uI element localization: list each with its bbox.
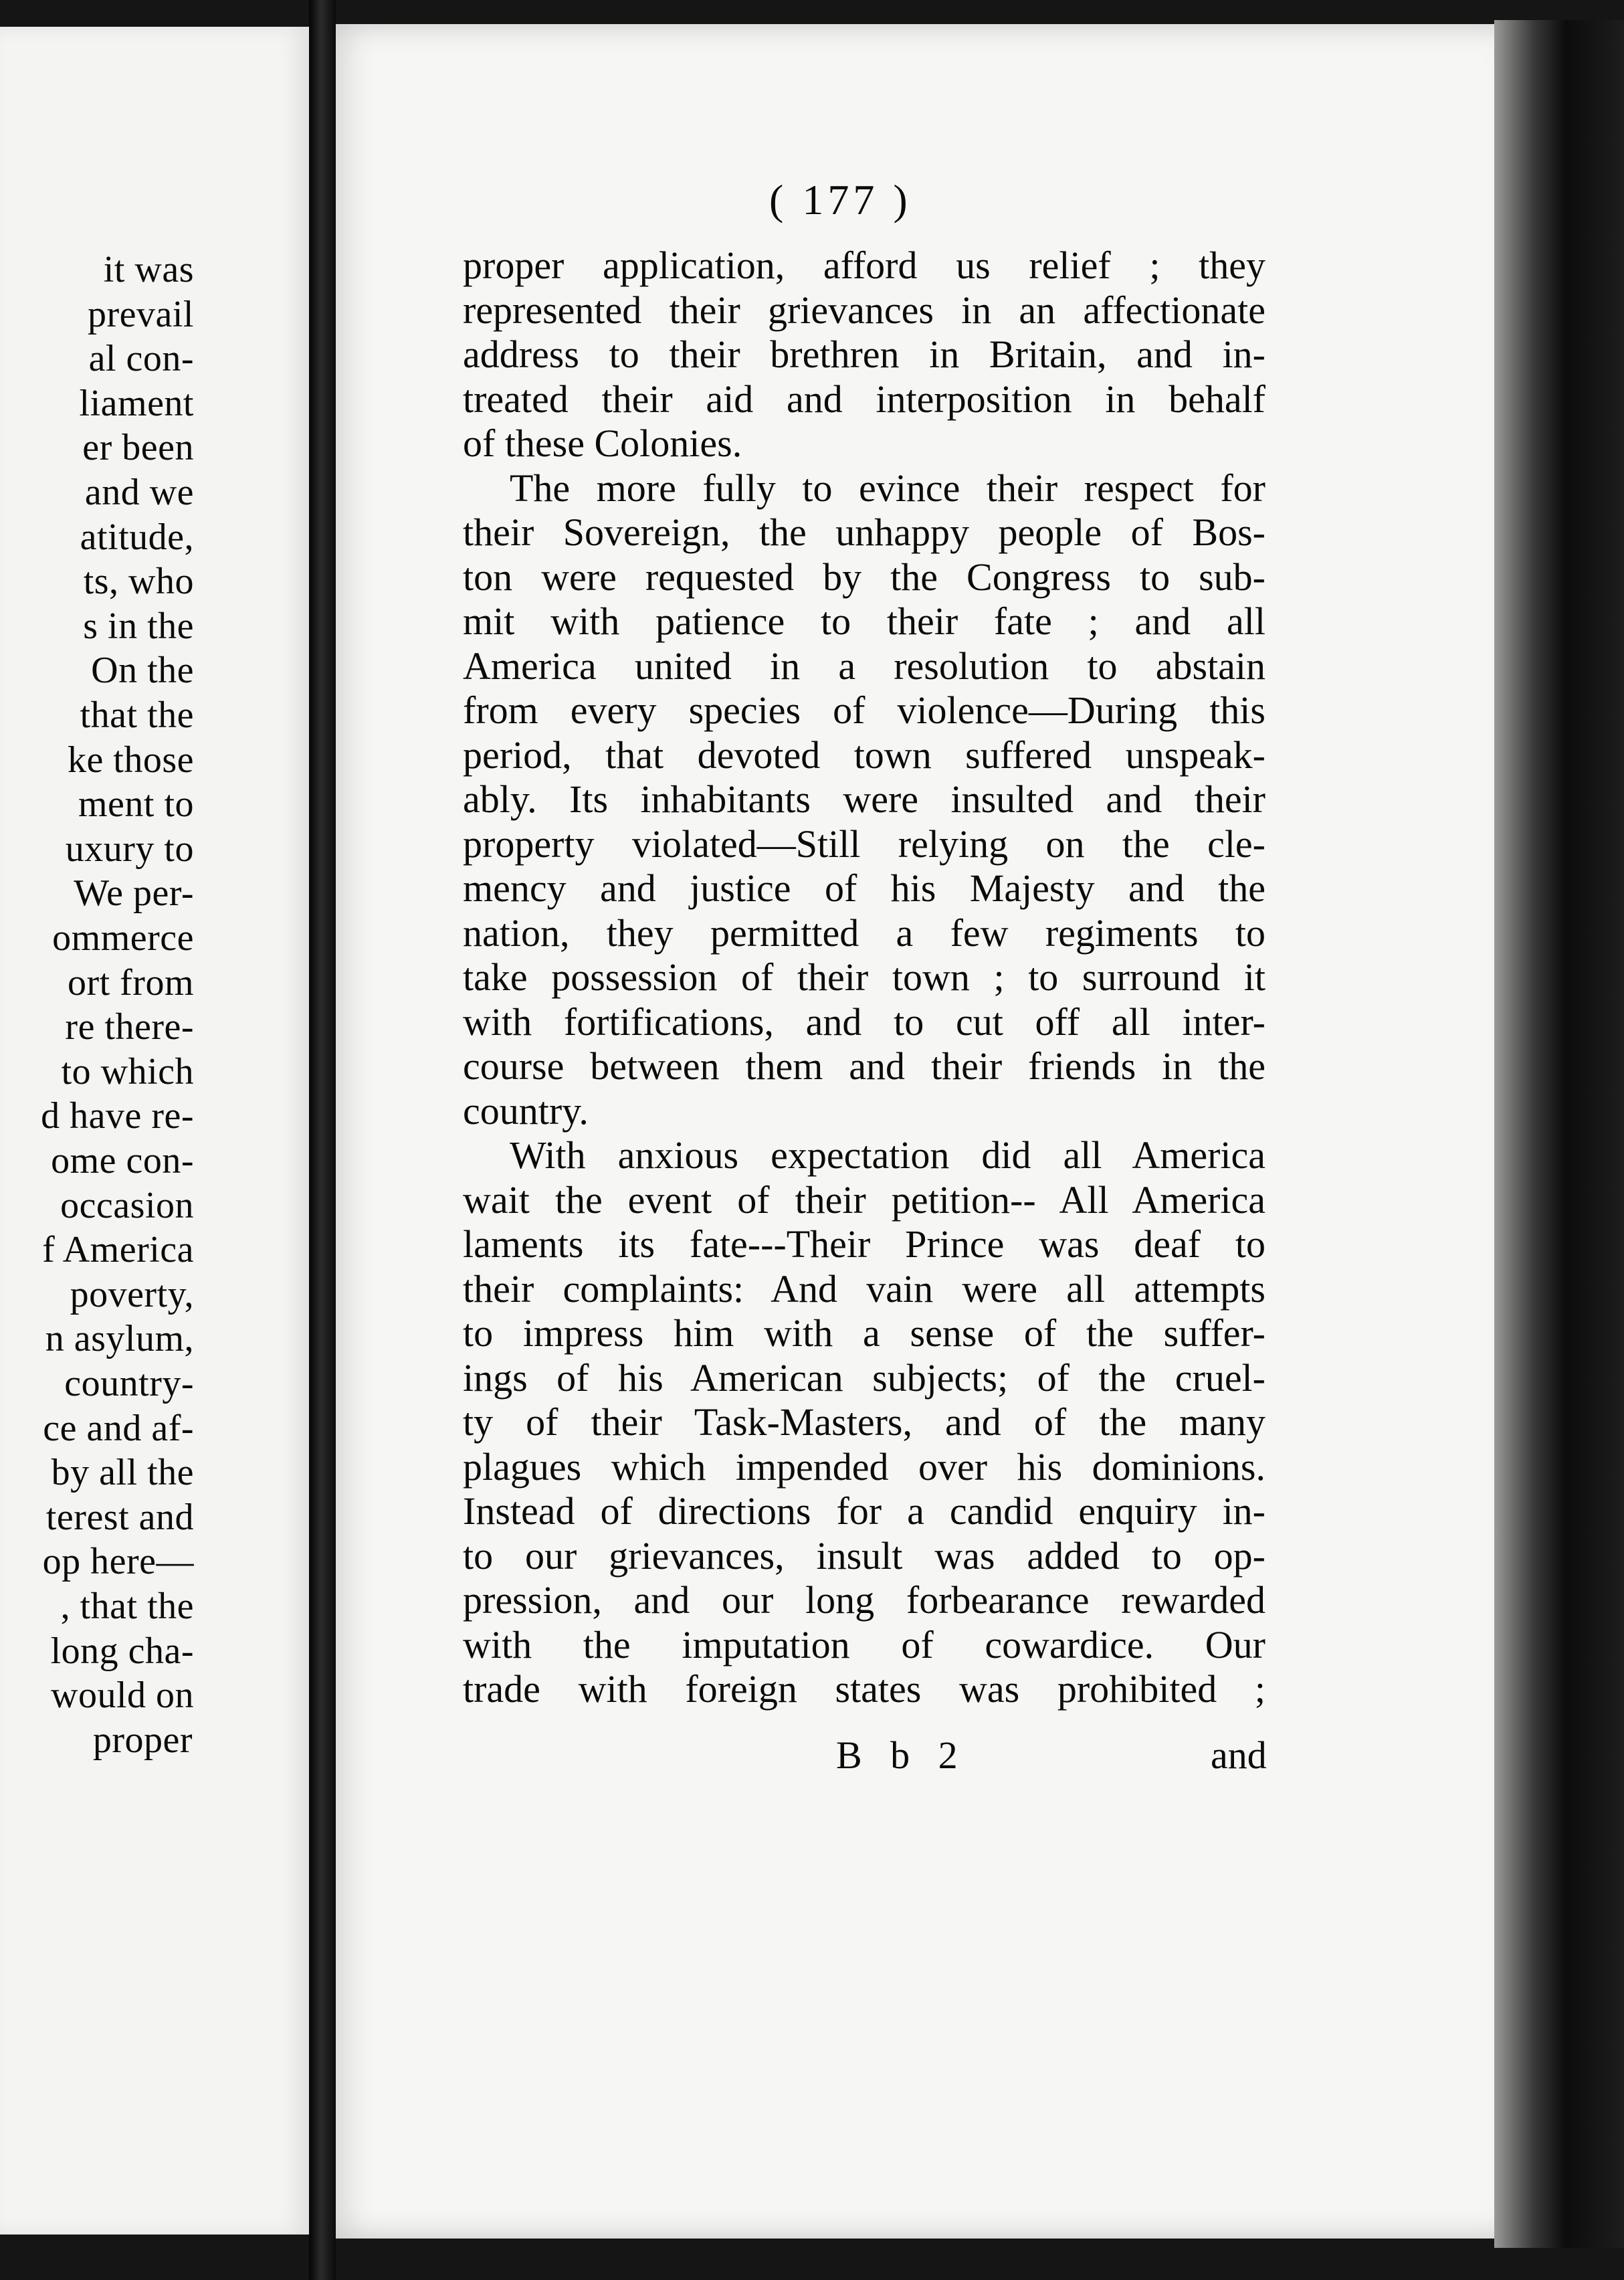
- left-text-line: that the: [80, 694, 194, 736]
- text-line: ty of their Task-Masters, and of the many: [463, 1400, 1265, 1444]
- text-line: ings of his American subjects; of the cruel-: [463, 1355, 1265, 1400]
- text-line: Instead of directions for a candid enquiry in-: [463, 1489, 1265, 1533]
- left-text-line: ke those: [67, 739, 194, 781]
- left-page-text: [0, 27, 309, 2235]
- page-edge-shadow: [1494, 20, 1624, 2248]
- left-text-line: proper: [92, 1719, 193, 1761]
- text-line: their Sovereign, the unhappy people of Bos-: [463, 510, 1265, 554]
- left-text-line: op here—: [42, 1541, 194, 1583]
- left-text-line: n asylum,: [45, 1318, 194, 1360]
- text-line: With anxious expectation did all America: [510, 1133, 1265, 1177]
- page-number: ( 177 ): [769, 176, 912, 223]
- left-text-line: We per-: [74, 872, 194, 915]
- text-line: address to their brethren in Britain, and in-: [463, 332, 1265, 376]
- left-text-line: terest and: [45, 1496, 194, 1538]
- left-text-line: ome con-: [51, 1140, 194, 1181]
- left-text-line: al con-: [88, 338, 194, 380]
- left-text-line: poverty,: [70, 1273, 194, 1315]
- left-text-line: ts, who: [83, 561, 194, 603]
- book-gutter: [309, 0, 336, 2280]
- text-line: period, that devoted town suffered unspeak-: [463, 733, 1265, 777]
- text-line: treated their aid and interposition in behalf: [463, 377, 1265, 421]
- text-line: The more fully to evince their respect for: [510, 466, 1265, 510]
- left-page-fragment: [0, 27, 311, 2235]
- text-line: trade with foreign states was prohibited ;: [463, 1667, 1265, 1711]
- text-line: America united in a resolution to abstain: [463, 644, 1265, 688]
- left-text-line: ommerce: [52, 917, 194, 959]
- left-text-line: by all the: [51, 1452, 194, 1494]
- text-line: to our grievances, insult was added to op-: [463, 1533, 1265, 1578]
- text-line: of these Colonies.: [463, 421, 742, 465]
- left-text-line: ce and af-: [43, 1407, 194, 1449]
- text-line: property violated—Still relying on the cle-: [463, 822, 1265, 866]
- text-line: mit with patience to their fate ; and all: [463, 599, 1265, 643]
- left-text-line: long cha-: [50, 1630, 194, 1672]
- text-line: from every species of violence—During this: [463, 688, 1265, 732]
- left-text-line: would on: [51, 1675, 194, 1717]
- text-line: their complaints: And vain were all attempts: [463, 1266, 1265, 1311]
- text-line: country.: [463, 1088, 589, 1133]
- text-line: wait the event of their petition-- All America: [463, 1177, 1265, 1222]
- left-text-line: occasion: [60, 1184, 194, 1226]
- left-text-line: ment to: [78, 783, 194, 826]
- text-line: pression, and our long forbearance rewarded: [463, 1578, 1265, 1622]
- text-line: take possession of their town ; to surround it: [463, 955, 1265, 999]
- text-line: plagues which impended over his dominions.: [463, 1444, 1265, 1489]
- text-line: course between them and their friends in the: [463, 1044, 1265, 1088]
- left-text-line: re there-: [65, 1006, 194, 1048]
- signature-mark: B b 2: [836, 1733, 967, 1777]
- left-text-line: s in the: [83, 605, 194, 647]
- left-text-line: uxury to: [65, 828, 194, 870]
- catchword: and: [1211, 1733, 1267, 1777]
- left-text-line: to which: [61, 1050, 194, 1092]
- text-line: ably. Its inhabitants were insulted and their: [463, 777, 1265, 821]
- page-body-text: [463, 244, 1265, 1712]
- left-text-line: and we: [84, 472, 194, 513]
- left-text-line: d have re-: [41, 1095, 194, 1137]
- left-text-line: ort from: [67, 961, 194, 1004]
- text-line: to impress him with a sense of the suffer-: [463, 1311, 1265, 1355]
- left-text-line: On the: [91, 650, 194, 692]
- left-text-line: atitude,: [80, 516, 194, 558]
- left-text-line: f America: [42, 1229, 194, 1271]
- text-line: mency and justice of his Majesty and the: [463, 866, 1265, 910]
- text-line: ton were requested by the Congress to sub-: [463, 555, 1265, 599]
- text-line: proper application, afford us relief ; they: [463, 244, 1265, 287]
- left-text-line: er been: [82, 427, 194, 469]
- text-line: with the imputation of cowardice. Our: [463, 1622, 1265, 1667]
- text-line: nation, they permitted a few regiments to: [463, 911, 1265, 955]
- text-line: laments its fate---Their Prince was deaf to: [463, 1222, 1265, 1266]
- left-text-line: , that the: [60, 1586, 194, 1627]
- left-text-line: it was: [103, 249, 194, 290]
- left-text-line: liament: [79, 382, 194, 424]
- left-text-line: prevail: [88, 293, 194, 335]
- text-line: represented their grievances in an affectionate: [463, 288, 1265, 332]
- left-text-line: country-: [64, 1363, 194, 1404]
- text-line: with fortifications, and to cut off all inter-: [463, 1000, 1265, 1044]
